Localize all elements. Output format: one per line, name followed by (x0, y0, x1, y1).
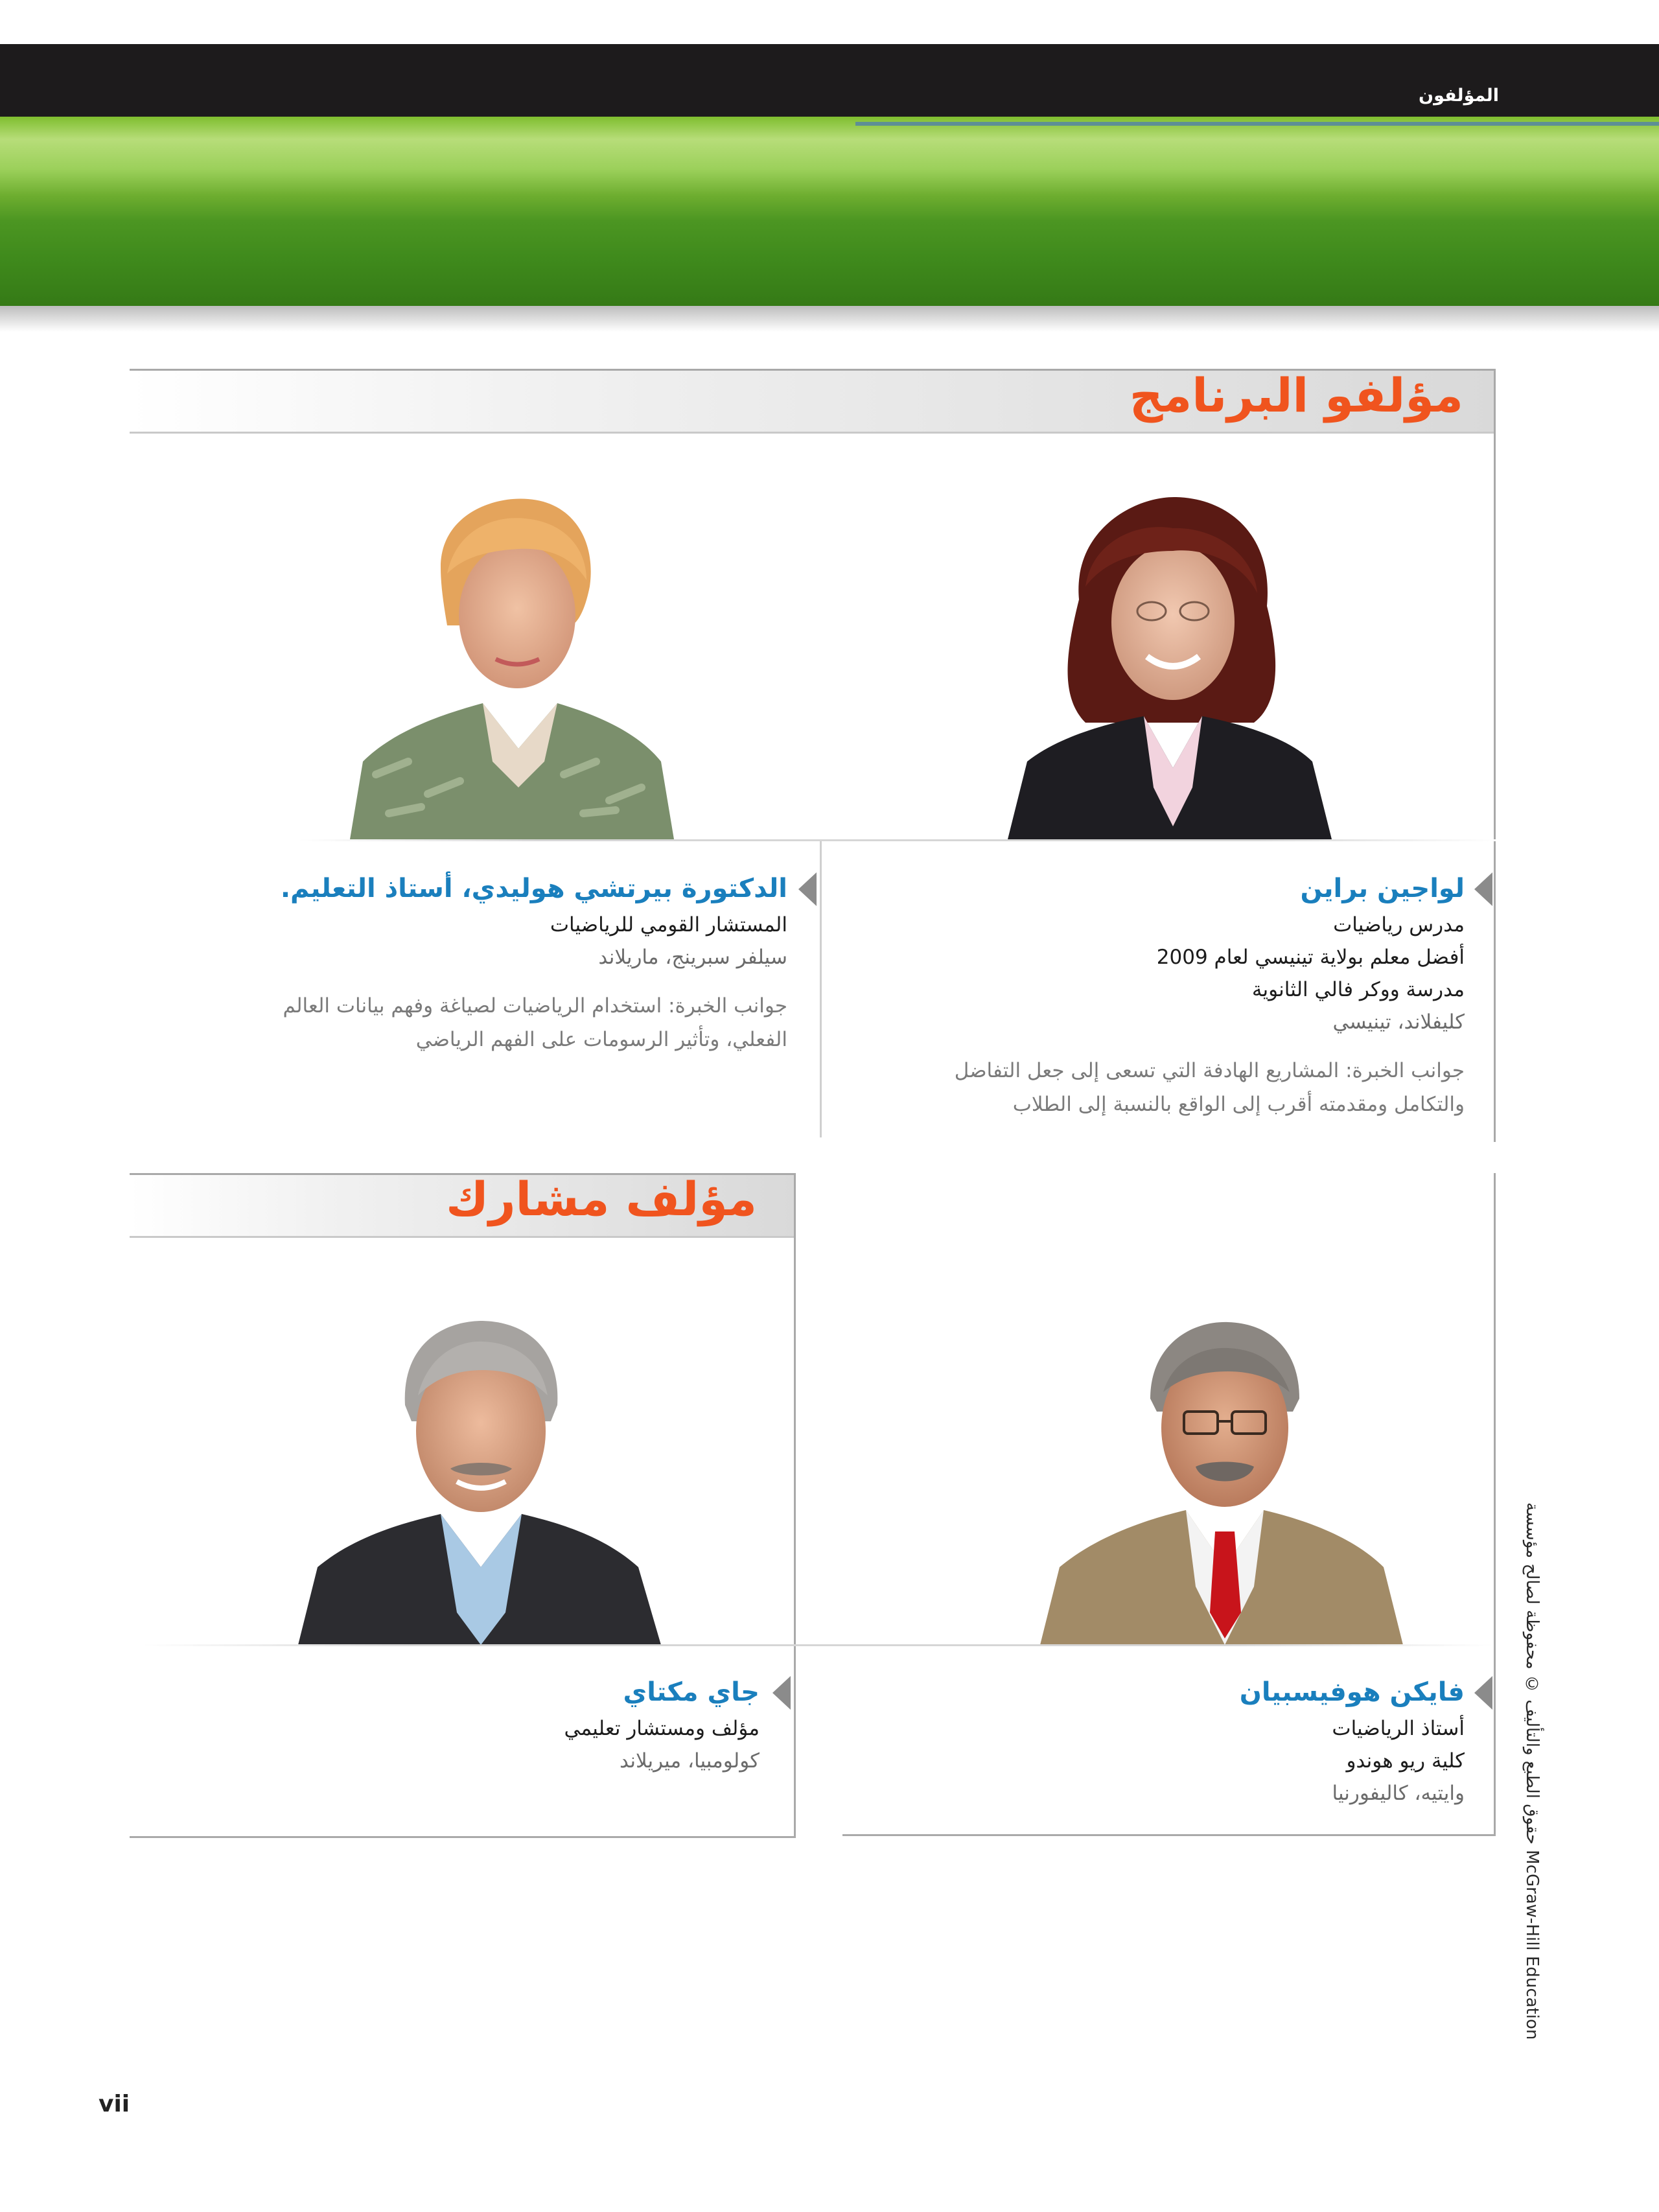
author-name: الدكتورة بيرتشي هوليدي، أستاذ التعليم. (280, 874, 787, 903)
author-title-line: المستشار القومي للرياضيات (550, 913, 787, 937)
green-banner (0, 117, 1659, 306)
author-title-line: أستاذ الرياضيات (1332, 1717, 1465, 1740)
photo-baseline-2 (143, 1644, 1494, 1646)
teal-accent-line (855, 122, 1659, 126)
author-location: كولومبيا، ميريلاند (620, 1749, 760, 1773)
author-expertise (139, 989, 787, 1056)
author-location: وايتيه، كاليفورنيا (1332, 1782, 1465, 1805)
page-number: vii (99, 2091, 130, 2117)
author-expertise (817, 1054, 1465, 1121)
author-info-holliday (139, 874, 787, 1056)
program-authors-title: مؤلفو البرنامج (1129, 368, 1463, 423)
copyright-notice: حقوق الطبع والتأليف © محفوظة لصالح مؤسسة McGraw-Hill Education (1522, 1502, 1542, 2040)
contributing-authors-title: مؤلف مشارك (446, 1172, 757, 1226)
author-title-line: كلية ريو هوندو (1346, 1749, 1465, 1773)
author-title-line: مدرس رياضيات (1333, 913, 1465, 937)
expertise-line: الفعلي، وتأثير الرسومات على الفهم الرياضي (415, 1028, 787, 1051)
author-name: لواجين براين (1300, 874, 1465, 903)
author-name: فايكن هوفيسبيان (1239, 1677, 1465, 1707)
author-title-line: أفضل معلم بولاية تينيسي لعام 2009 (1156, 946, 1465, 969)
author-marker-arrow (1474, 872, 1492, 906)
banner-shadow (0, 306, 1659, 332)
author-photo-holliday (350, 489, 674, 839)
author-marker-arrow (772, 1676, 791, 1710)
author-info-mctighe (176, 1677, 760, 1777)
author-name: جاي مكتاي (623, 1677, 760, 1707)
author-title-line: مدرسة ووكر فالي الثانوية (1251, 978, 1465, 1001)
photo-baseline-1 (298, 839, 1497, 841)
author-photo-hovsepian (1040, 1308, 1403, 1645)
top-bar (0, 44, 1659, 117)
author-location: كليفلاند، تينيسي (1332, 1010, 1465, 1034)
expertise-line: والتكامل ومقدمته أقرب إلى الواقع بالنسبة إلى الطلاب (1012, 1093, 1465, 1116)
author-title-line: مؤلف ومستشار تعليمي (564, 1717, 760, 1740)
expertise-line: جوانب الخبرة: استخدام الرياضيات لصياغة وفهم بيانات العالم (283, 994, 787, 1018)
author-info-brian (817, 874, 1465, 1121)
author-marker-arrow (798, 872, 817, 906)
author-location: سيلفر سبرينج، ماريلاند (598, 946, 787, 969)
author-info-hovsepian (881, 1677, 1465, 1810)
section-title: المؤلفون (1419, 86, 1499, 106)
author-photo-brian (1008, 489, 1332, 839)
author-photo-mctighe (298, 1308, 661, 1645)
author-marker-arrow (1474, 1676, 1492, 1710)
expertise-line: جوانب الخبرة: المشاريع الهادفة التي تسعى إلى جعل التفاضل (954, 1059, 1465, 1082)
